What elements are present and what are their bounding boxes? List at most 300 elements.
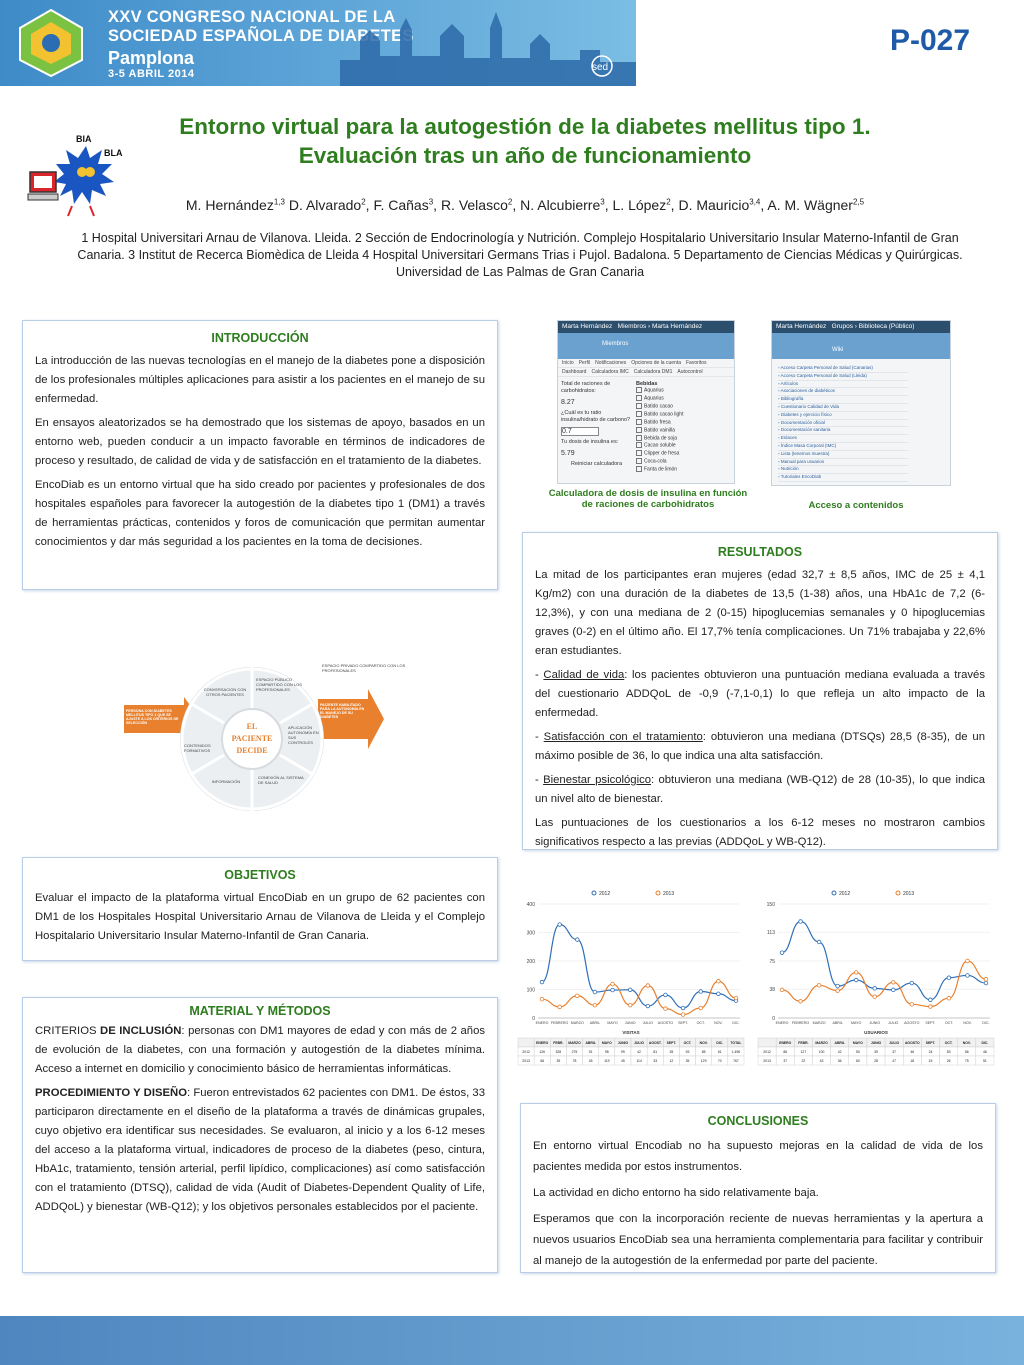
table-cell (518, 1038, 534, 1047)
table-cell-text: 33 (653, 1059, 658, 1063)
screenshot-user: Marta Hernández (562, 323, 613, 330)
author-affiliation-number: 3 (428, 197, 434, 207)
wiki-item[interactable]: ▫ Lista (tenemos muestra) (778, 451, 908, 459)
table-cell-text: MAYO (852, 1041, 863, 1045)
data-point-2012 (873, 987, 877, 991)
table-cell-text: 126 (539, 1050, 546, 1054)
poster-code: P-027 (890, 24, 971, 57)
author: D. Mauricio$^{3,4}$ (678, 197, 761, 213)
table-cell-text: 91 (588, 1050, 593, 1054)
x-tick-label: NOV. (714, 1021, 723, 1025)
data-point-2013 (780, 988, 784, 992)
data-point-2012 (664, 993, 668, 997)
data-point-2012 (646, 1004, 650, 1008)
label-dose: Tu dosis de insulina es: (561, 439, 619, 445)
x-tick-label: ENERO (775, 1021, 789, 1025)
text: : Fueron entrevistados 62 pacientes con DM1. De éstos, 33 participaron directamente en el diseño de la plataforma a través de dinámicas grupales, cuyo objetivo era identificar sus necesidades. Se evaluaron, al inicio y a los 6-12 meses del acceso a la plataforma virtual, indicadores de proceso de la diabetes (peso, cintura, HbA1c, tratamiento, tensión arterial, perfil lipídico, complicaciones) así como satisfacción con el tratamiento (DTSQ), calidad de vida (Audit of Diabetes-Dependent Quality of Life, ADDQoL) y bienestar (WB-Q12); y los objetivos personales establecidos por el paciente. (35, 1087, 485, 1213)
data-point-2012 (780, 951, 784, 955)
drinks-list (636, 381, 732, 474)
bla-bla-mascot-icon (24, 128, 134, 218)
x-tick-label: ABRIL (589, 1021, 601, 1025)
screenshot-subtab[interactable]: Calculadora IMC (591, 369, 629, 375)
paragraph: En ensayos aleatorizados se ha demostrado que los sistemas de apoyo, basados en un entorno web, pueden conducir a un impacto favorable en términos de indicadores de proceso y resultado, de calidad de vida y de satisfacción en el tratamiento de la diabetes. (35, 417, 485, 467)
table-cell-text: NOV. (699, 1041, 708, 1045)
author-affiliation-number: 1,3 (273, 197, 285, 207)
drink-item[interactable] (636, 387, 732, 395)
table-cell-text: 328 (555, 1050, 562, 1054)
contents-caption: Acceso a contenidos (808, 500, 904, 511)
library-screenshot (771, 320, 951, 486)
legend-marker (592, 891, 596, 895)
results-section (522, 532, 998, 850)
drink-label: Fanta de limón (644, 466, 678, 473)
data-point-2013 (929, 1005, 933, 1009)
wiki-item[interactable]: ▫ Diabetes y ejercicio físico (778, 412, 908, 420)
wiki-item[interactable]: ▫ Tutoriales EncoDiab (778, 474, 908, 482)
data-point-2013 (966, 959, 970, 963)
x-tick-label: AGOSTO (657, 1021, 674, 1025)
table-cell-text: 85 (701, 1050, 706, 1054)
table-cell-text: MARZO (568, 1041, 581, 1045)
table-cell-text: SEPT. (925, 1041, 936, 1045)
screenshot-tab[interactable]: Notificaciones (595, 360, 627, 366)
table-cell-text: 42 (837, 1050, 842, 1054)
drink-item[interactable] (636, 419, 732, 427)
data-point-2012 (891, 988, 895, 992)
author-affiliation-number: 3,4 (749, 197, 761, 207)
legend-label: 2013 (903, 891, 915, 897)
mascot-text-1: BIA (76, 134, 92, 144)
data-point-2013 (681, 1013, 685, 1017)
value-total: 8.27 (561, 399, 575, 406)
screenshot-bar (772, 321, 950, 333)
screenshot-tab[interactable]: Perfil (578, 360, 591, 366)
x-tick-label: ABRIL (832, 1021, 843, 1025)
screenshot-tab[interactable]: Opciones de la cuenta (631, 360, 681, 366)
table-cell-text: 70 (717, 1059, 722, 1063)
wiki-list (778, 365, 908, 482)
paragraph: En entorno virtual Encodiab no ha supuesto mejoras en la calidad de vida de los pacientes medida por estos instrumentos. (533, 1140, 983, 1173)
data-point-2012 (681, 1006, 685, 1010)
header (0, 0, 1024, 86)
drink-item[interactable] (636, 458, 732, 466)
table-cell-text: 81 (653, 1050, 658, 1054)
table-cell-text: 35 (669, 1050, 674, 1054)
data-point-2013 (799, 999, 803, 1003)
paragraph (35, 1084, 485, 1217)
data-point-2013 (611, 982, 615, 986)
table-cell-text: 42 (637, 1050, 641, 1054)
screenshot-tabs (558, 359, 734, 368)
table-cell-text: 12 (669, 1059, 674, 1063)
paragraph: Esperamos que con la incorporación reciente de nuevas herramientas y la apertura a nuevos usuarios EncoDiab sea una herramienta complementaria para facilitar y contribuir al manejo de la autogestión de la enfermedad por parte del paciente. (533, 1213, 983, 1267)
screenshot-tab[interactable]: Inicio (562, 360, 574, 366)
screenshot-subtab[interactable]: Dashboard (562, 369, 587, 375)
x-tick-label: MARZO (812, 1021, 826, 1025)
author-list: M. Hernández$^{1,3}$ D. Alvarado$^2$, F. Cañas$^3$, R. Velasco$^2$, N. Alcubierre$^3$, L. López$^2$, D. Mauricio$^{3,4}$, A. M. Wägner$^{2,5}$ (185, 197, 865, 213)
data-point-2012 (817, 940, 821, 944)
table-cell-text: 99 (621, 1050, 625, 1054)
table-cell-text: JULIO (889, 1041, 900, 1045)
screenshot-breadcrumb: Miembros › Marta Hernández (617, 323, 703, 330)
table-cell-text: 37 (892, 1050, 897, 1054)
wiki-item[interactable]: ▫ Documentación sanitaria (778, 427, 908, 435)
reset-button[interactable]: Reiniciar calculadora (571, 461, 623, 467)
objectives-section (22, 857, 498, 961)
data-point-2012 (984, 981, 988, 985)
visits-chart (516, 884, 746, 1063)
table-title: VISITAS (622, 1030, 640, 1035)
value-dose: 5.79 (561, 450, 575, 457)
title-line-2: Evaluación tras un año de funcionamiento (298, 143, 752, 168)
x-tick-label: JUNIO (624, 1021, 636, 1025)
y-tick-label: 100 (526, 987, 535, 994)
data-point-2012 (611, 988, 615, 992)
drink-item[interactable] (636, 411, 732, 419)
data-point-2013 (947, 996, 951, 1000)
table-cell-text: JUNIO (870, 1041, 882, 1045)
table-cell-text: 35 (685, 1059, 690, 1063)
data-point-2013 (734, 996, 738, 1000)
table-cell-text: NOV. (962, 1041, 971, 1045)
x-tick-label: JULIO (888, 1021, 899, 1025)
legend-marker (896, 891, 900, 895)
table-cell-text: 26 (946, 1059, 951, 1063)
table-cell-text: ABRIL (585, 1041, 596, 1045)
table-cell-text: 119 (604, 1059, 610, 1063)
legend-marker (832, 891, 836, 895)
data-point-2012 (699, 990, 703, 994)
data-point-2013 (817, 984, 821, 988)
patient-decides-diagram (122, 648, 412, 830)
table-cell-text: MAYO (601, 1041, 612, 1045)
screenshot-subtabs (558, 368, 734, 377)
data-point-2012 (799, 920, 803, 924)
table-cell-text: OCT. (944, 1041, 953, 1045)
screenshot-subtab[interactable]: Calculadora DM1 (633, 369, 673, 375)
author: L. López$^2$ (612, 197, 671, 213)
x-tick-label: DIC. (732, 1021, 740, 1025)
wiki-item[interactable]: ▫ Nutrición (778, 466, 908, 474)
table-cell-text: 1.496 (731, 1050, 741, 1054)
table-cell-text: MARZO (815, 1041, 828, 1045)
mascot-text-2: BLA (104, 148, 123, 158)
table-cell-text: SEPT. (666, 1041, 677, 1045)
drinks-title: Bebidas (636, 381, 658, 387)
y-tick-label: 300 (526, 930, 535, 937)
drink-label: Batido vainilla (644, 426, 675, 433)
x-tick-label: JUNIO (869, 1021, 881, 1025)
congress-city: Pamplona (108, 48, 195, 68)
table-cell-text: 127 (800, 1050, 807, 1054)
author-affiliation-number: 3 (600, 197, 605, 207)
poster-title (140, 112, 910, 170)
x-tick-label: NOV. (963, 1021, 972, 1025)
methods-section (22, 997, 498, 1273)
paragraph (535, 728, 985, 766)
section-heading: INTRODUCCIÓN (211, 331, 309, 345)
screenshot-user: Marta Hernández (776, 323, 827, 330)
x-tick-label: SEPT. (678, 1021, 689, 1025)
bullet: - (535, 731, 544, 743)
section-heading: OBJETIVOS (224, 868, 296, 882)
drink-label: Aquarius (644, 395, 664, 402)
table-cell-text: 43 (819, 1059, 824, 1063)
data-point-2013 (628, 1003, 632, 1007)
table-title: USUARIOS (864, 1030, 888, 1035)
table-cell-text: 86 (783, 1050, 788, 1054)
y-tick-label: 75 (769, 959, 775, 965)
paragraph: La actividad en dicho entorno ha sido relativamente baja. (533, 1187, 819, 1199)
table-cell-text: 129 (700, 1059, 707, 1063)
wiki-item[interactable]: ▫ Acceso Carpeta Personal de Salud (Canarias) (778, 365, 908, 373)
wellbeing-label: Bienestar psicológico (543, 774, 652, 786)
x-tick-label: FEBRERO (550, 1021, 569, 1025)
data-point-2012 (836, 984, 840, 988)
data-point-2012 (575, 938, 579, 942)
y-tick-label: 113 (767, 930, 775, 937)
paragraph: La introducción de las nuevas tecnologías en el manejo de la diabetes pone a disposición de los profesionales múltiples aplicaciones para asistir a los pacientes en el manejo de su enfermedad. (35, 355, 485, 405)
author: F. Cañas$^3$ (373, 197, 434, 213)
data-point-2013 (717, 979, 721, 983)
drink-label: Coca-cola (644, 458, 667, 465)
wiki-item[interactable]: ▫ Enlaces (778, 435, 908, 443)
x-tick-label: DIC. (982, 1021, 990, 1025)
segment-contents: CONTENIDOS FORMATIVOS (184, 743, 211, 753)
drink-item[interactable] (636, 395, 732, 403)
table-cell (758, 1038, 776, 1047)
legend-label: 2012 (839, 891, 851, 897)
data-point-2012 (966, 974, 970, 978)
data-point-2012 (929, 998, 933, 1002)
wiki-item[interactable]: ▫ Artículos (778, 381, 908, 389)
top-label: ESPACIO PRIVADO COMPARTIDO CON LOS PROFESIONALES (322, 663, 406, 673)
x-tick-label: OCT. (944, 1021, 954, 1025)
bullet: - (535, 774, 544, 786)
drink-item[interactable] (636, 427, 732, 435)
data-point-2012 (947, 976, 951, 980)
table-cell-text: 45 (588, 1059, 593, 1063)
drink-label: Batido fresa (644, 419, 671, 426)
author: D. Alvarado$^2$ (288, 197, 366, 213)
data-point-2013 (646, 984, 650, 988)
screenshot-breadcrumb: Grupos › Biblioteca (Público) (831, 323, 915, 330)
wiki-item[interactable]: ▫ Bibliografía (778, 396, 908, 404)
calculator-caption: Calculadora de dosis de insulina en función de raciones de carbohidratos (548, 488, 748, 510)
bullet: - (535, 669, 544, 681)
text: : los pacientes obtuvieron una puntuación mediana evaluada a través del cuestionario ADDQoL de -0,9 (-7,1-0,1) lo que refleja un alto impacto de la enfermedad. (535, 669, 985, 719)
section-heading: RESULTADOS (717, 545, 803, 559)
table-cell-text: FEBR. (798, 1041, 809, 1045)
author-affiliation-number: 2 (361, 197, 366, 207)
paragraph (535, 666, 985, 723)
table-cell-text: 60 (855, 1059, 860, 1063)
table-cell-text: 2013 (763, 1059, 771, 1063)
congress-line-2: SOCIEDAD ESPAÑOLA DE DIABETES (108, 27, 414, 45)
affiliations: 1 Hospital Universitari Arnau de Vilanova. Lleida. 2 Sección de Endocrinología y Nutrición. Complejo Hospitalario Universitario Insular Materno-Infantil de Gran Canaria. 3 Institut de Recerca Biomèdica de Lleida 4 Hospital Universitari Germans Trias i Pujol. Badalona. 5 Departamento de Ciencias Médicas y Quirúrgicas. Universidad de Las Palmas de Gran Canaria (77, 231, 963, 279)
text: : personas con DM1 mayores de edad y con más de 2 años de evolución de la diabetes, con una formación y autogestión de la diabetes mínima. Acceso a internet en domicilio y conocimiento básico de herramientas informáticas. (35, 1025, 485, 1075)
data-point-2013 (891, 980, 895, 984)
satisfaction-label: Satisfacción con el tratamiento (543, 731, 703, 743)
wiki-item[interactable]: ▫ Asociaciones de diabéticos (778, 388, 908, 396)
y-tick-label: 150 (766, 902, 775, 908)
data-point-2013 (910, 1003, 914, 1007)
paragraph (35, 1022, 485, 1079)
x-tick-label: SEPT. (925, 1021, 936, 1025)
x-tick-label: MAYO (851, 1021, 862, 1025)
wiki-item[interactable]: ▫ Cuestionario Calidad de Vida (778, 404, 908, 412)
title-line-1: Entorno virtual para la autogestión de la diabetes mellitus tipo 1. (179, 114, 871, 139)
users-chart (756, 884, 996, 1063)
data-point-2013 (699, 1006, 703, 1010)
inclusion-label: DE INCLUSIÓN (100, 1025, 182, 1037)
data-point-2013 (854, 971, 858, 975)
data-point-2012 (854, 978, 858, 982)
x-tick-label: OCT. (696, 1021, 705, 1025)
drink-label: Aquarius (644, 387, 664, 394)
table-cell-text: 2012 (763, 1050, 771, 1054)
table-cell-text: 47 (892, 1059, 897, 1063)
segment-application: APLICACIÓN AUTONOMÍA EN SUS CONTROLES (288, 725, 319, 745)
wiki-item[interactable]: ▫ Índice Masa Corporal (IMC) (778, 443, 908, 451)
left-arrow-text: PERSONA CON DIABETES MELLITUS TIPO 1 QUE SE AJUSTE A LOS CRITERIOS DE SELECCIÓN (126, 709, 179, 725)
table-cell-text: 39 (874, 1050, 878, 1054)
center-text-2: PACIENTE (231, 734, 273, 743)
right-arrow-text: PACIENTE HABILITADO PARA LA AUTONOMÍA EN EL MANEJO DE SU DIABETES (320, 703, 365, 719)
data-point-2012 (558, 923, 562, 927)
section-heading: CONCLUSIONES (707, 1114, 809, 1128)
table-cell-text: OCT. (683, 1041, 692, 1045)
drink-label: Cacao soluble (644, 442, 676, 449)
table-cell-text: 2013 (522, 1059, 530, 1063)
table-cell-text: TOTAL (730, 1041, 742, 1045)
table-cell-text: 100 (818, 1050, 825, 1054)
table-cell-text: 2012 (522, 1050, 530, 1054)
legend-marker (656, 891, 660, 895)
table-cell-text: DIC. (981, 1041, 989, 1045)
table-cell-text: 767 (733, 1059, 739, 1063)
data-point-2012 (540, 980, 544, 984)
x-tick-label: MAYO (607, 1021, 618, 1025)
table-cell-text: 75 (964, 1059, 969, 1063)
drink-label: Batido cacao (644, 403, 673, 410)
table-cell-text: 46 (983, 1050, 987, 1054)
conclusions-section (520, 1103, 996, 1273)
drink-item[interactable] (636, 466, 732, 474)
screenshot-tab[interactable]: Favoritos (686, 360, 707, 366)
table-cell-text: 51 (983, 1059, 987, 1063)
table-cell-text: 36 (837, 1059, 842, 1063)
data-point-2013 (984, 977, 988, 981)
pamplona-skyline-icon (340, 0, 636, 86)
center-text-3: DECIDE (236, 746, 268, 755)
drink-label: Clipper de fresa (644, 450, 680, 457)
data-point-2012 (593, 990, 597, 994)
text: : obtuvieron una mediana (WB-Q12) de 28 (10-35), lo que indica un nivel alto de bienestar. (535, 774, 985, 805)
table-cell-text: 22 (801, 1059, 806, 1063)
author: A. M. Wägner$^{2,5}$ (767, 197, 865, 213)
wiki-item[interactable]: ▫ Acceso Carpeta Personal de Salud (Lleida) (778, 373, 908, 381)
ratio-input[interactable]: 0.7 (561, 427, 599, 436)
table-cell-text: 53 (946, 1050, 951, 1054)
drink-item[interactable] (636, 450, 732, 458)
drink-item[interactable] (636, 435, 732, 443)
text: CRITERIOS (35, 1025, 101, 1037)
calculator-panel (561, 381, 631, 468)
drink-item[interactable] (636, 403, 732, 411)
table-cell-text: ABRIL (834, 1041, 845, 1045)
data-point-2013 (558, 1005, 562, 1009)
table-cell-text: 78 (572, 1059, 577, 1063)
procedure-label: PROCEDIMIENTO Y DISEÑO (35, 1087, 187, 1099)
segment-information: INFORMACIÓN (211, 779, 241, 784)
wiki-item[interactable]: ▫ Documentación oficial (778, 420, 908, 428)
table-cell-text: 275 (571, 1050, 578, 1054)
screenshot-subtab[interactable]: Autocontrol (677, 369, 703, 375)
footer-band (0, 1316, 1024, 1365)
table-cell-text: 50 (855, 1050, 860, 1054)
table-cell-text: 114 (636, 1059, 642, 1063)
label-total: Total de raciones de carbohidratos: (561, 381, 611, 394)
paragraph: La mitad de los participantes eran mujeres (edad 32,7 ± 8,5 años, IMC de 25 ± 4,1 Kg/m2) con una duración de la diabetes de 13,5 (1-38) años, una HbA1c de 7,2 (6-12,3%), y con una mediana de 2 (0-15) hipoglucemias semanales y 0 hipoglucemias graves (0-2) en el último año. El 17,7% tenía complicaciones. Un 71% trabajaba y 22,6% eran estudiantes. (535, 569, 985, 657)
author: M. Hernández$^{1,3}$ (185, 197, 285, 213)
author-affiliation-number: 2 (507, 197, 513, 207)
y-tick-label: 38 (769, 987, 775, 994)
quality-of-life-label: Calidad de vida (543, 669, 625, 681)
congress-logo-icon (14, 6, 88, 80)
society-logo: sed (592, 62, 609, 73)
table-cell-text: 18 (910, 1059, 915, 1063)
table-cell-text: 98 (604, 1050, 609, 1054)
table-cell-text: AGOSTO (904, 1041, 920, 1045)
series-line-2013 (782, 961, 986, 1007)
table-cell-text: 93 (685, 1050, 690, 1054)
congress-line-1: XXV CONGRESO NACIONAL DE LA (108, 8, 396, 26)
segment-connection: CONEXIÓN AL SISTEMA DE SALUD (258, 775, 304, 785)
y-tick-label: 200 (526, 959, 535, 965)
table-cell-text: 46 (910, 1050, 915, 1054)
table-cell-text: AGOST. (648, 1041, 662, 1045)
congress-banner (0, 0, 636, 86)
table-cell-text: ENERO (779, 1041, 792, 1045)
table-cell-text: FEBR. (553, 1041, 564, 1045)
author-affiliation-number: 2,5 (852, 197, 865, 207)
drink-item[interactable] (636, 442, 732, 450)
screenshot-section: Wiki (772, 333, 950, 359)
table-cell-text: 37 (783, 1059, 788, 1063)
y-tick-label: 0 (532, 1016, 535, 1022)
data-point-2012 (628, 988, 632, 992)
congress-dates: 3-5 ABRIL 2014 (108, 68, 195, 80)
table-cell-text: JULIO (634, 1041, 645, 1045)
introduction-section (22, 320, 498, 590)
table-cell-text: 61 (717, 1050, 722, 1054)
calculator-screenshot (557, 320, 735, 484)
data-point-2013 (873, 995, 877, 999)
screenshot-section: Miembros (558, 333, 734, 359)
table-cell-text: DIC. (716, 1041, 724, 1045)
table-cell-text: 56 (964, 1050, 969, 1054)
legend-label: 2012 (599, 891, 611, 897)
section-heading: MATERIAL Y MÉTODOS (189, 1004, 331, 1018)
table-cell-text: 28 (874, 1059, 878, 1063)
wiki-item[interactable]: ▫ Manual para usuarios (778, 459, 908, 467)
data-point-2013 (575, 994, 579, 998)
paragraph: Evaluar el impacto de la plataforma virtual EncoDiab en un grupo de 62 pacientes con DM1 de los Hospitales Hospital Universitario Arnau de Vilanova de Lleida y el Complejo Hospitalario Universitario Insular Materno-Infantil de Gran Canaria. (35, 892, 485, 942)
table-cell-text: 39 (556, 1059, 561, 1063)
segment-public-space: ESPACIO PÚBLICO COMPARTIDO CON LOS PROFESIONALES (256, 677, 302, 692)
data-point-2012 (717, 992, 721, 996)
